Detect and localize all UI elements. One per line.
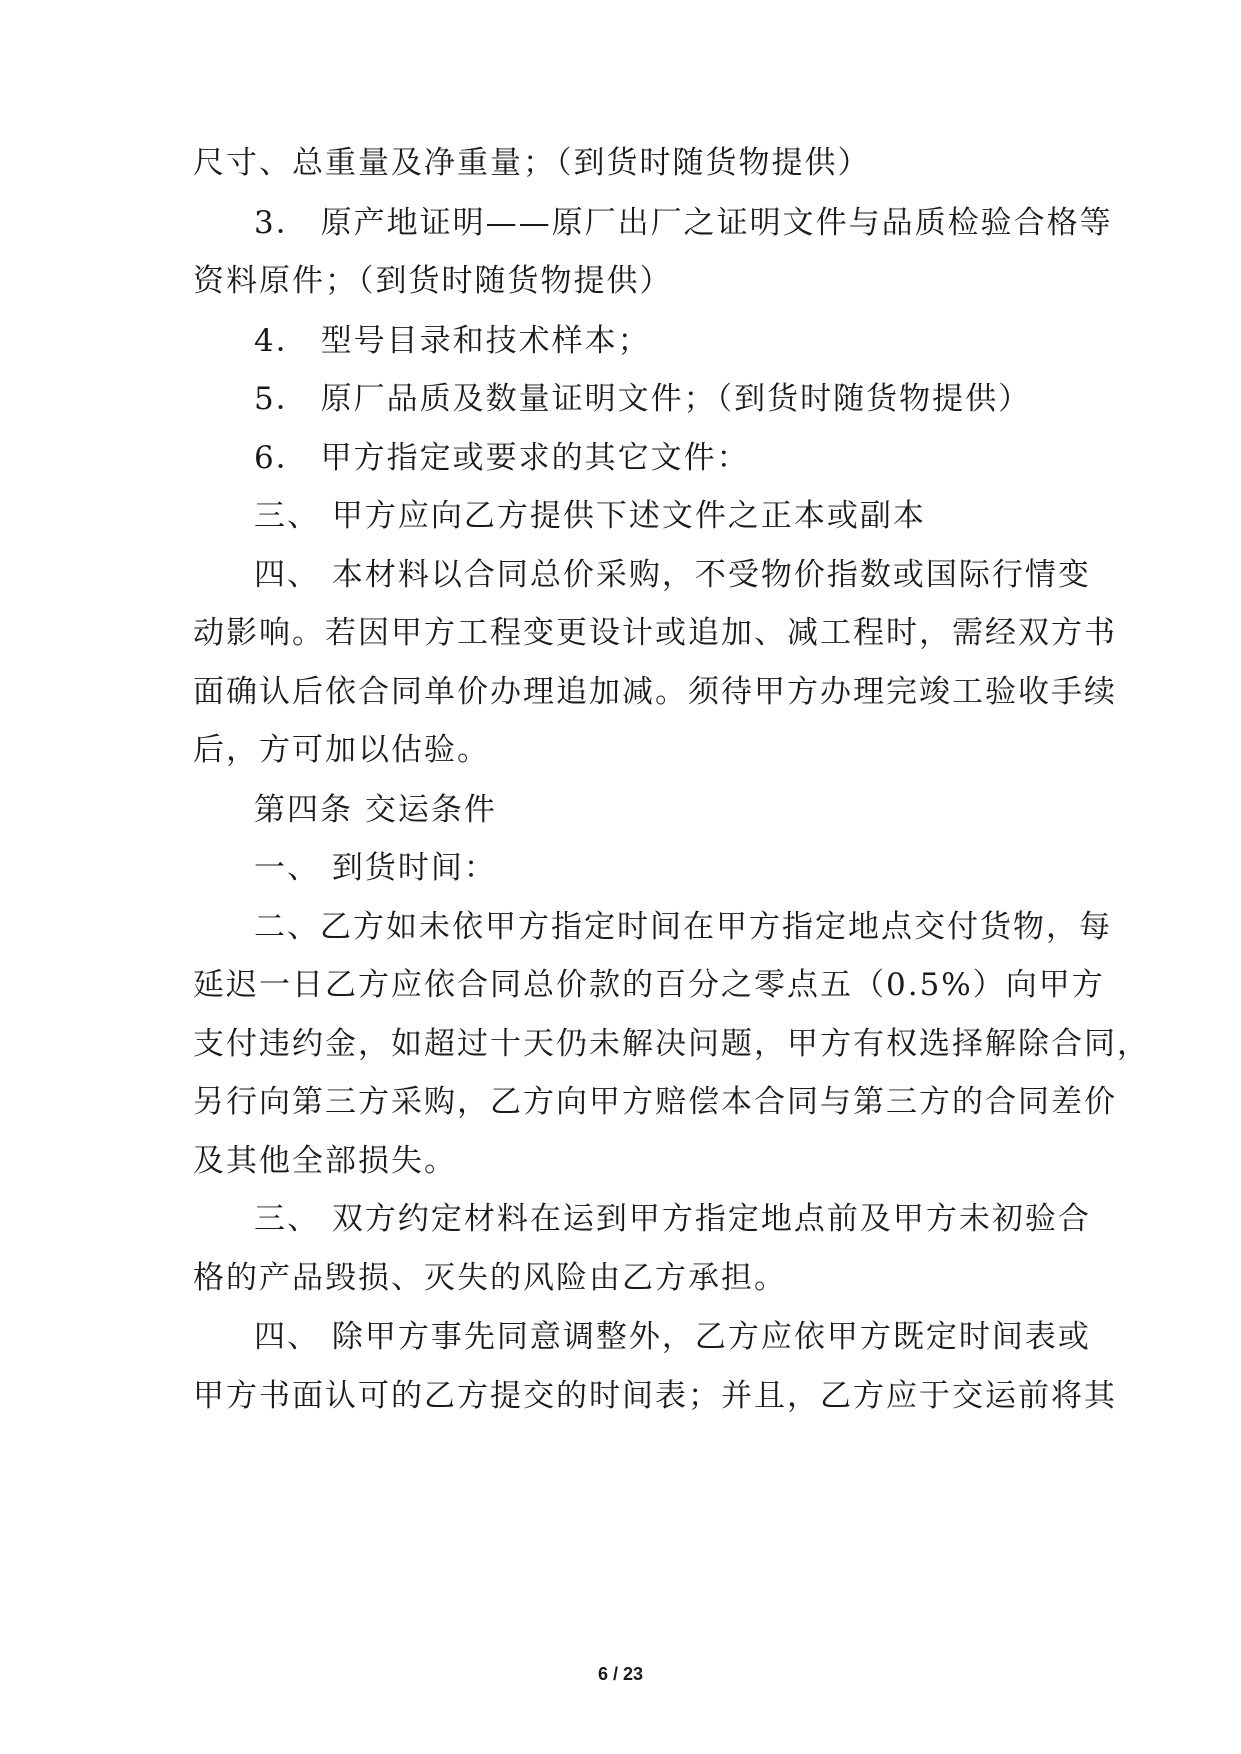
text-line: 格的产品毁损、灭失的风险由乙方承担。 [193,1260,787,1296]
text-line: 4． 型号目录和技术样本； [254,323,651,359]
text-line: 6． 甲方指定或要求的其它文件： [254,440,750,476]
text-line: 3． 原产地证明——原厂出厂之证明文件与品质检验合格等 [254,205,1113,241]
text-line: 资料原件；（到货时随货物提供） [193,263,673,299]
text-line: 5． 原厂品质及数量证明文件；（到货时随货物提供） [254,381,1032,417]
section-heading: 第四条 交运条件 [254,792,497,828]
text-line: 动影响。若因甲方工程变更设计或追加、减工程时，需经双方书 [193,615,1117,651]
text-line: 四、 本材料以合同总价采购，不受物价指数或国际行情变 [254,557,1091,593]
text-line: 另行向第三方采购，乙方向甲方赔偿本合同与第三方的合同差价 [193,1084,1117,1120]
text-line: 面确认后依合同单价办理追加减。须待甲方办理完竣工验收手续 [193,674,1117,710]
text-line: 后，方可加以估验。 [193,732,490,768]
page-number: 6 / 23 [597,1664,644,1684]
text-line: 一、 到货时间： [254,850,497,886]
text-line: 四、 除甲方事先同意调整外，乙方应依甲方既定时间表或 [254,1319,1091,1355]
text-line: 甲方书面认可的乙方提交的时间表；并且，乙方应于交运前将其 [193,1378,1117,1414]
text-line: 尺寸、总重量及净重量；（到货时随货物提供） [193,145,871,181]
text-line: 及其他全部损失。 [193,1143,457,1179]
text-line: 延迟一日乙方应依合同总价款的百分之零点五（0.5%）向甲方 [193,967,1105,1003]
text-line: 支付违约金，如超过十天仍未解决问题，甲方有权选择解除合同， [193,1026,1150,1062]
text-line: 二、乙方如未依甲方指定时间在甲方指定地点交付货物，每 [254,909,1112,945]
text-line: 三、 甲方应向乙方提供下述文件之正本或副本 [254,498,926,534]
text-line: 三、 双方约定材料在运到甲方指定地点前及甲方未初验合 [254,1201,1091,1237]
